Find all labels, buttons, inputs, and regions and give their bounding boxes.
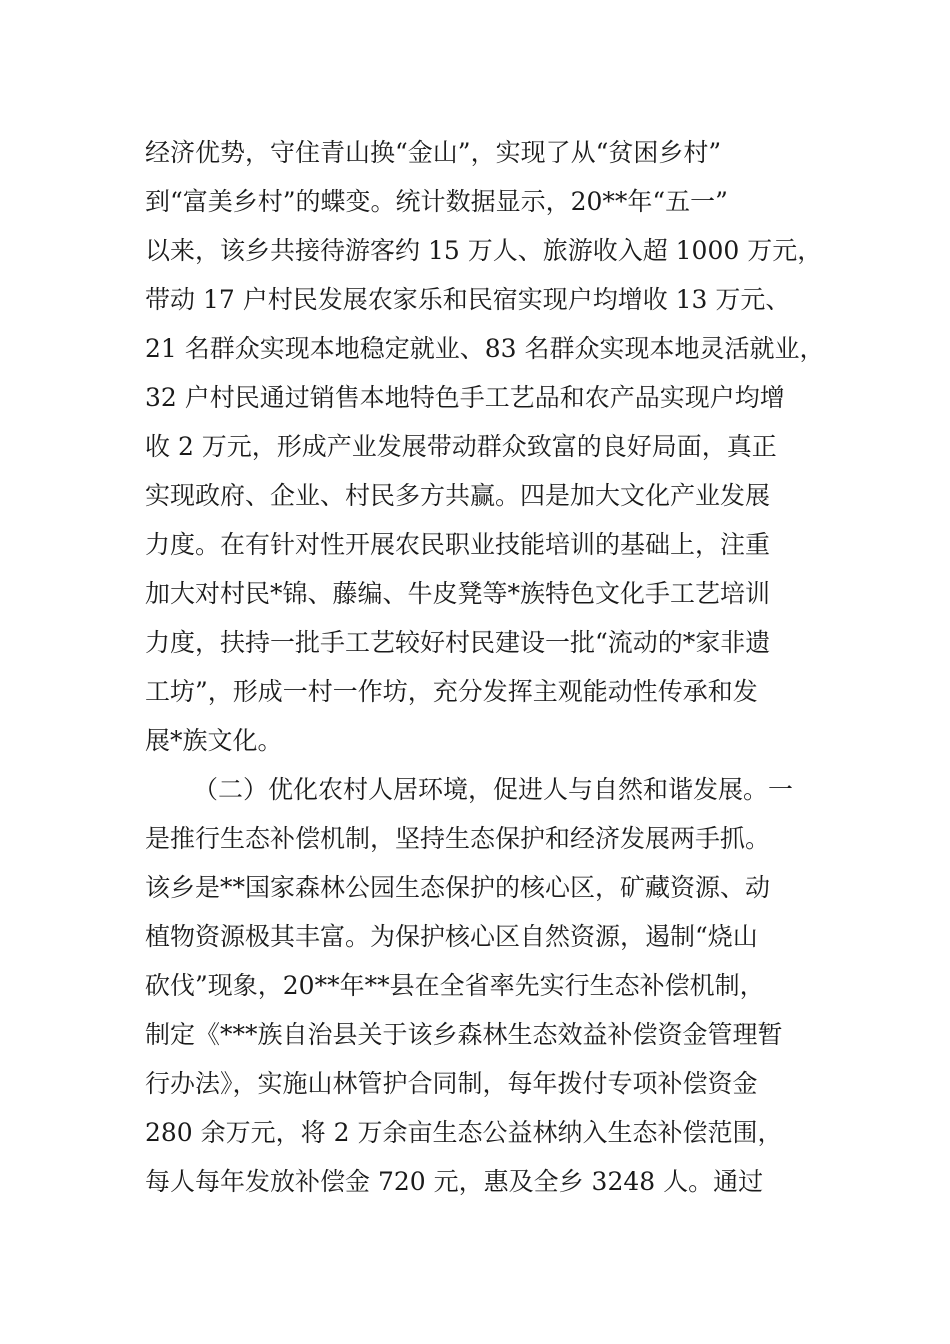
text-line: 加大对村民*锦、藤编、牛皮凳等*族特色文化手工艺培训: [145, 579, 771, 608]
text-line: 每人每年发放补偿金 720 元，惠及全乡 3248 人。通过: [145, 1167, 764, 1196]
text-line: 工坊”，形成一村一作坊，充分发挥主观能动性传承和发: [145, 677, 758, 706]
text-line: 实现政府、企业、村民多方共赢。四是加大文化产业发展: [145, 481, 771, 510]
text-line: 是推行生态补偿机制，坚持生态保护和经济发展两手抓。: [145, 824, 771, 853]
section-heading-line: （二）优化农村人居环境，促进人与自然和谐发展。一: [193, 775, 794, 804]
text-line: 带动 17 户村民发展农家乐和民宿实现户均增收 13 万元、: [145, 285, 791, 314]
text-line: 收 2 万元，形成产业发展带动群众致富的良好局面，真正: [145, 432, 777, 461]
text-line: 砍伐”现象，20**年**县在全省率先实行生态补偿机制，: [145, 971, 765, 1000]
text-line: 21 名群众实现本地稳定就业、83 名群众实现本地灵活就业，: [145, 334, 825, 363]
text-line: 力度。在有针对性开展农民职业技能培训的基础上，注重: [145, 530, 771, 559]
text-line: 行办法》，实施山林管护合同制，每年拨付专项补偿资金: [145, 1069, 758, 1098]
text-line: 到“富美乡村”的蝶变。统计数据显示，20**年“五一”: [145, 187, 728, 216]
text-line: 经济优势，守住青山换“金山”，实现了从“贫困乡村”: [145, 138, 722, 167]
text-line: 32 户村民通过销售本地特色手工艺品和农产品实现户均增: [145, 383, 785, 412]
text-line: 以来，该乡共接待游客约 15 万人、旅游收入超 1000 万元，: [145, 236, 823, 265]
text-line: 展*族文化。: [145, 726, 283, 755]
text-line: 植物资源极其丰富。为保护核心区自然资源，遏制“烧山: [145, 922, 758, 951]
text-line: 力度，扶持一批手工艺较好村民建设一批“流动的*家非遗: [145, 628, 771, 657]
text-line: 制定《***族自治县关于该乡森林生态效益补偿资金管理暂: [145, 1020, 783, 1049]
text-line: 该乡是**国家森林公园生态保护的核心区，矿藏资源、动: [145, 873, 771, 902]
text-line: 280 余万元，将 2 万余亩生态公益林纳入生态补偿范围，: [145, 1118, 783, 1147]
body-text: [145, 128, 835, 1206]
